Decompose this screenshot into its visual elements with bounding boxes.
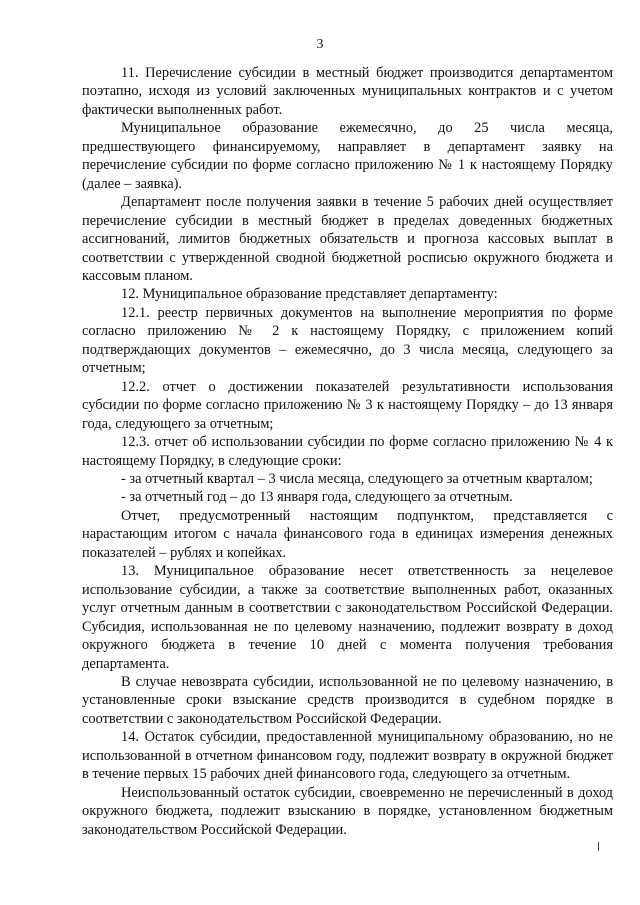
paragraph-14: 14. Остаток субсидии, предоставленной муниципальному образованию, но не использованной в отчетном финансовом году, подлежит возврату в окружной бюджет в течение первых 15 рабочих дней финансового года, следующего за отчетным.: [82, 729, 613, 783]
scan-edge-mark: [598, 842, 599, 851]
paragraph-12: 12. Муниципальное образование представляет департаменту:: [121, 286, 498, 303]
paragraph-12-1: 12.1. реестр первичных документов на выполнение мероприятия по форме согласно приложению № 2 к настоящему Порядку, с приложением копий подтверждающих документов – ежемесячно, до 3 числа месяца, следующего за отчетным;: [82, 304, 613, 377]
paragraph-report-cumulative: Отчет, предусмотренный настоящим подпунктом, представляется с нарастающим итогом с начала финансового года в единицах измерения денежных показателей – рублях и копейках.: [82, 507, 613, 561]
document-body: [82, 64, 613, 839]
list-item-quarterly: - за отчетный квартал – 3 числа месяца, следующего за отчетным кварталом;: [121, 470, 593, 487]
paragraph-12-2: 12.2. отчет о достижении показателей результативности использования субсидии по форме согласно приложению № 3 к настоящему Порядку – до 13 января года, следующего за отчетным;: [82, 378, 613, 432]
paragraph-11: 11. Перечисление субсидии в местный бюджет производится департаментом поэтапно, исходя из условий заключенных муниципальных контрактов и с учетом фактически выполненных работ.: [82, 65, 613, 118]
paragraph-non-return: В случае невозврата субсидии, использованной не по целевому назначению, в установленные сроки взыскание средств производится в судебном порядке в соответствии с законодательством Российской Федерации.: [82, 673, 613, 727]
paragraph-department-transfer: Департамент после получения заявки в течение 5 рабочих дней осуществляет перечисление субсидии в местный бюджет в пределах доведенных бюджетных ассигнований, лимитов бюджетных обязательств и прогноза кассовых выплат в соответствии с утвержденной сводной бюджетной росписью окружного бюджета и кассовым планом.: [82, 194, 613, 284]
page-number: 3: [316, 37, 324, 52]
paragraph-monthly-request: Муниципальное образование ежемесячно, до 25 числа месяца, предшествующего финансируемому, направляет в департамент заявку на перечисление субсидии по форме согласно приложению № 1 к настоящему Порядку (далее – заявка).: [82, 120, 613, 192]
paragraph-13: 13. Муниципальное образование несет ответственность за нецелевое использование субсидии, а также за соответствие выполненных работ, оказанных услуг отчетным данным в соответствии с законодательством Российской Федерации. Субсидия, использованная не по целевому назначению, подлежит возврату в доход окружного бюджета в течение 10 дней с момента получения требования департамента.: [82, 563, 613, 672]
paragraph-12-3: 12.3. отчет об использовании субсидии по форме согласно приложению № 4 к настоящему Порядку, в следующие сроки:: [82, 434, 613, 469]
paragraph-unused-balance: Неиспользованный остаток субсидии, своевременно не перечисленный в доход окружного бюджета, подлежит взысканию в порядке, установленном бюджетным законодательством Российской Федерации.: [82, 784, 613, 838]
list-item-yearly: - за отчетный год – до 13 января года, следующего за отчетным.: [121, 489, 513, 506]
